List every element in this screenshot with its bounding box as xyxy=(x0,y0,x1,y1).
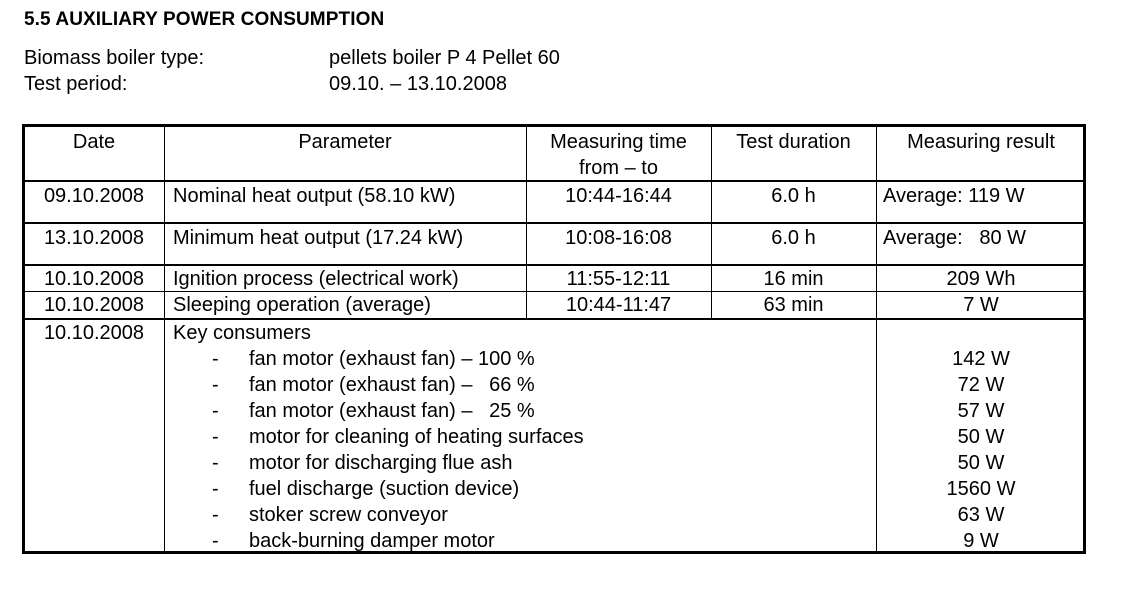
row-test-duration: 63 min xyxy=(763,294,824,316)
consumer-value: 50 W xyxy=(957,426,1005,448)
bullet-dash: - xyxy=(212,504,219,526)
consumer-value: 50 W xyxy=(957,452,1005,474)
row-measuring-result: Average: 80 W xyxy=(883,227,1027,249)
header-measuring-result: Measuring result xyxy=(907,131,1055,153)
key-consumers-date: 10.10.2008 xyxy=(43,322,145,344)
test-period-label: Test period: xyxy=(24,73,128,95)
consumer-value: 9 W xyxy=(963,530,999,552)
boiler-type-value: pellets boiler P 4 Pellet 60 xyxy=(329,47,560,69)
key-consumers-label: Key consumers xyxy=(173,322,311,344)
power-consumption-table xyxy=(22,124,1086,554)
consumer-value: 1560 W xyxy=(946,478,1016,500)
row-date: 09.10.2008 xyxy=(43,185,145,207)
row-date: 13.10.2008 xyxy=(43,227,145,249)
bullet-dash: - xyxy=(212,348,219,370)
row-measuring-time: 10:44-11:47 xyxy=(565,294,672,316)
header-measuring-time-sub: from – to xyxy=(579,157,658,179)
consumer-name: fuel discharge (suction device) xyxy=(249,478,520,500)
consumer-name: back-burning damper motor xyxy=(249,530,495,552)
consumer-name: fan motor (exhaust fan) – 66 % xyxy=(249,374,535,396)
row-parameter: Ignition process (electrical work) xyxy=(173,268,459,290)
row-measuring-time: 11:55-12:11 xyxy=(566,268,671,290)
bullet-dash: - xyxy=(212,530,219,552)
header-measuring-time: Measuring time xyxy=(550,131,687,153)
consumer-name: motor for cleaning of heating surfaces xyxy=(249,426,584,448)
row-date: 10.10.2008 xyxy=(43,294,145,316)
header-test-duration: Test duration xyxy=(736,131,851,153)
row-parameter: Sleeping operation (average) xyxy=(173,294,431,316)
row-parameter: Minimum heat output (17.24 kW) xyxy=(173,227,464,249)
column-divider xyxy=(164,126,165,552)
row-test-duration: 16 min xyxy=(763,268,824,290)
test-period-value: 09.10. – 13.10.2008 xyxy=(329,73,507,95)
section-title: 5.5 AUXILIARY POWER CONSUMPTION xyxy=(24,9,385,30)
boiler-type-label: Biomass boiler type: xyxy=(24,47,205,69)
row-divider xyxy=(24,222,1084,224)
row-test-duration: 6.0 h xyxy=(771,185,816,207)
row-measuring-result: Average: 119 W xyxy=(883,185,1025,207)
bullet-dash: - xyxy=(212,452,219,474)
consumer-value: 63 W xyxy=(957,504,1005,526)
row-measuring-result: 7 W xyxy=(963,294,999,316)
consumer-name: fan motor (exhaust fan) – 100 % xyxy=(249,348,535,370)
row-measuring-result: 209 Wh xyxy=(946,268,1016,290)
consumer-value: 72 W xyxy=(957,374,1005,396)
row-date: 10.10.2008 xyxy=(43,268,145,290)
bullet-dash: - xyxy=(212,478,219,500)
consumer-name: motor for discharging flue ash xyxy=(249,452,513,474)
header-date: Date xyxy=(72,131,116,153)
consumer-name: fan motor (exhaust fan) – 25 % xyxy=(249,400,535,422)
header-parameter: Parameter xyxy=(298,131,392,153)
row-test-duration: 6.0 h xyxy=(771,227,816,249)
row-measuring-time: 10:08-16:08 xyxy=(565,227,672,249)
row-measuring-time: 10:44-16:44 xyxy=(565,185,672,207)
consumer-name: stoker screw conveyor xyxy=(249,504,448,526)
consumer-value: 142 W xyxy=(952,348,1010,370)
row-parameter: Nominal heat output (58.10 kW) xyxy=(173,185,456,207)
bullet-dash: - xyxy=(212,426,219,448)
bullet-dash: - xyxy=(212,374,219,396)
consumer-value: 57 W xyxy=(957,400,1005,422)
bullet-dash: - xyxy=(212,400,219,422)
